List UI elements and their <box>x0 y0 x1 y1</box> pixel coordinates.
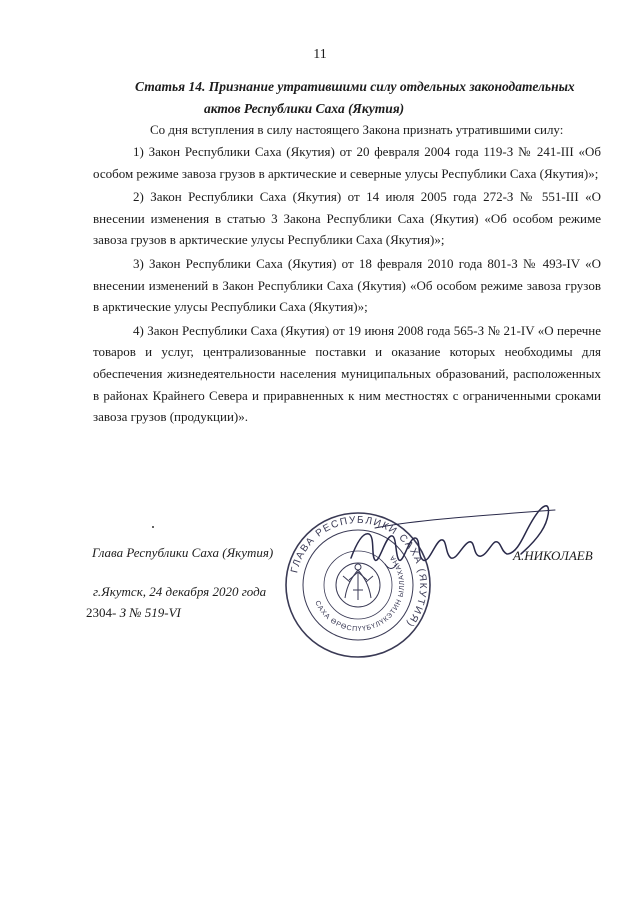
article-heading-line2: актов Республики Саха (Якутия) <box>204 101 405 116</box>
repealed-laws-list <box>93 141 601 430</box>
list-item: 3) Закон Республики Саха (Якутия) от 18 февраля 2010 года 801-З № 493-IV «О внесении изменений в Закон Республики Саха (Якутия) «Об особом режиме завоза грузов в арктические улусы Республики Саха (Якутия)»; <box>93 255 601 315</box>
article-heading-line1: Статья 14. Признание утратившими силу отдельных законодательных <box>135 79 575 94</box>
page-number: 11 <box>313 47 327 62</box>
list-item: 4) Закон Республики Саха (Якутия) от 19 июня 2008 года 565-З № 21-IV «О перечне товаров и услуг, централизованные поставки и оказание которых необходимы для обеспечения жизнедеятельности населения муниципальных образований, расположенных в районах Крайнего Севера и приравненных к ним местностях с ограниченными сроками завоза грузов (продукции)». <box>93 322 601 425</box>
handwritten-signature <box>345 498 565 578</box>
ink-dot <box>152 526 154 528</box>
list-item: 1) Закон Республики Саха (Якутия) от 20 февраля 2004 года 119-З № 241-III «Об особом режиме завоза грузов в арктические и северные улусы Республики Саха (Якутия)»; <box>93 144 601 181</box>
law-number-value: З № 519-VI <box>119 605 181 620</box>
law-number-prefix: 2304- <box>86 605 117 620</box>
seal-inner-text: САХА ӨРӨСПҮҮБҮЛҮКЭТИН ЫЛЛАХАНА <box>313 553 407 634</box>
law-number <box>86 605 181 621</box>
list-item: 2) Закон Республики Саха (Якутия) от 14 июля 2005 года 272-З № 551-III «О внесении изменения в статью 3 Закона Республики Саха (Якутия) «Об особом режиме завоза грузов в арктические улусы Республики Саха (Якутия)»; <box>93 189 601 248</box>
place-and-date: г.Якутск, 24 декабря 2020 года <box>93 584 267 599</box>
signatory-title: Глава Республики Саха (Якутия) <box>92 545 274 560</box>
seal-outer-text: ГЛАВА РЕСПУБЛИКИ САХА (ЯКУТИЯ) <box>289 514 429 630</box>
article-intro: Со дня вступления в силу настоящего Закона признать утратившими силу: <box>150 122 564 137</box>
signatory-name: А.НИКОЛАЕВ <box>513 548 593 563</box>
